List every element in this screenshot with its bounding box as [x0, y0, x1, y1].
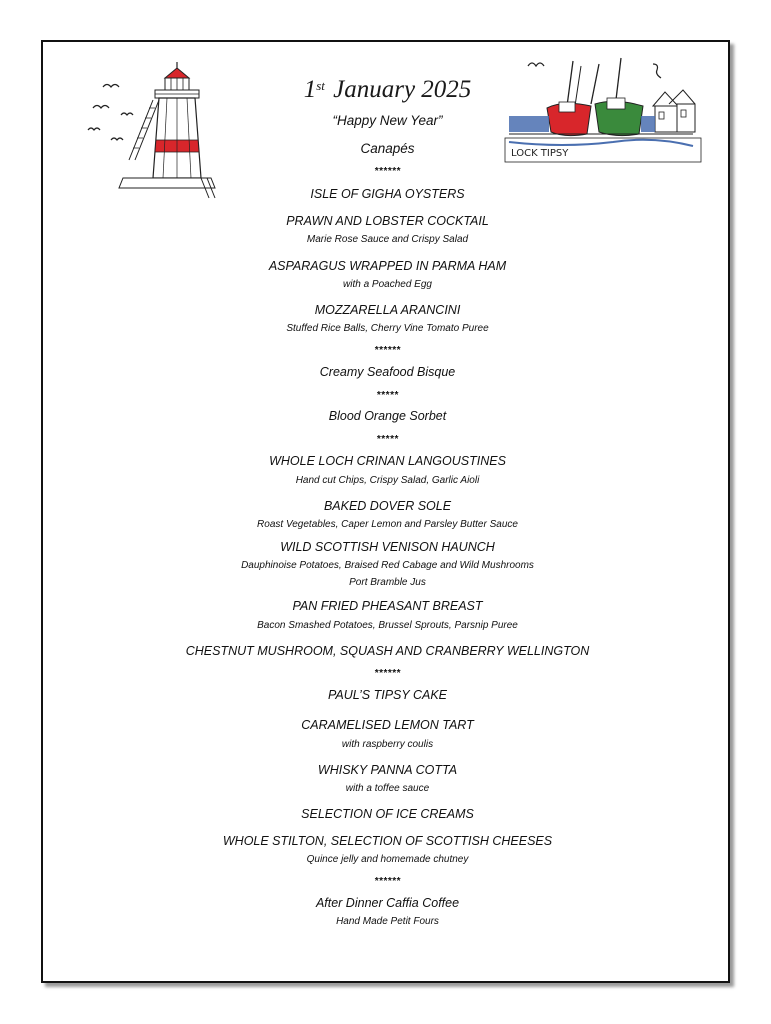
separator: ****** [374, 668, 401, 679]
dessert-panna-cotta: WHISKY PANNA COTTA [317, 763, 458, 777]
dessert-lemon-tart-description: with raspberry coulis [341, 739, 434, 750]
dish-prawn-description: Marie Rose Sauce and Crispy Salad [306, 234, 469, 245]
dish-arancini-description: Stuffed Rice Balls, Cherry Vine Tomato Puree [286, 323, 489, 334]
dish-oysters: ISLE OF GIGHA OYSTERS [310, 187, 465, 201]
date-suffix: st [316, 78, 325, 93]
dish-asparagus-description: with a Poached Egg [343, 279, 432, 290]
date-rest: January 2025 [333, 76, 472, 103]
dish-dover-sole: BAKED DOVER SOLE [323, 499, 452, 513]
dish-asparagus: ASPARAGUS WRAPPED IN PARMA HAM [268, 259, 507, 273]
dish-sorbet: Blood Orange Sorbet [328, 409, 447, 423]
coffee: After Dinner Caffia Coffee [315, 896, 460, 910]
menu-date [43, 76, 732, 104]
greeting: “Happy New Year” [332, 113, 443, 128]
dish-venison-description-2: Port Bramble Jus [349, 577, 426, 588]
separator: ****** [374, 345, 401, 356]
separator: ***** [376, 390, 399, 401]
coffee-description: Hand Made Petit Fours [336, 916, 439, 927]
dish-langoustines: WHOLE LOCH CRINAN LANGOUSTINES [269, 454, 506, 468]
boat-hull-lettering: LOCK TIPSY [511, 148, 569, 159]
dessert-lemon-tart: CARAMELISED LEMON TART [301, 718, 474, 732]
dessert-ice-creams: SELECTION OF ICE CREAMS [301, 807, 474, 821]
separator: ****** [374, 876, 401, 887]
dish-venison: WILD SCOTTISH VENISON HAUNCH [280, 540, 495, 554]
date-day: 1 [303, 76, 317, 103]
dish-langoustines-description: Hand cut Chips, Crispy Salad, Garlic Aioli [295, 475, 480, 486]
course-heading-canapes: Canapés [360, 141, 415, 156]
separator: ****** [374, 166, 401, 177]
cheese-stilton: WHOLE STILTON, SELECTION OF SCOTTISH CHEESES [222, 834, 553, 848]
dish-prawn-cocktail: PRAWN AND LOBSTER COCKTAIL [286, 214, 489, 228]
dessert-panna-cotta-description: with a toffee sauce [345, 783, 430, 794]
dish-wellington: CHESTNUT MUSHROOM, SQUASH AND CRANBERRY WELLINGTON [185, 644, 590, 658]
dish-dover-sole-description: Roast Vegetables, Caper Lemon and Parsley Butter Sauce [257, 519, 518, 530]
menu-page [41, 40, 730, 983]
dish-pheasant-description: Bacon Smashed Potatoes, Brussel Sprouts, Parsnip Puree [257, 620, 518, 631]
cheese-description: Quince jelly and homemade chutney [306, 854, 469, 865]
separator: ***** [376, 434, 399, 445]
dish-bisque: Creamy Seafood Bisque [319, 365, 456, 379]
dessert-tipsy-cake: PAUL’S TIPSY CAKE [327, 688, 448, 702]
dish-arancini: MOZZARELLA ARANCINI [314, 303, 461, 317]
dish-pheasant: PAN FRIED PHEASANT BREAST [292, 599, 483, 613]
dish-venison-description: Dauphinoise Potatoes, Braised Red Cabage and Wild Mushrooms [241, 560, 534, 571]
